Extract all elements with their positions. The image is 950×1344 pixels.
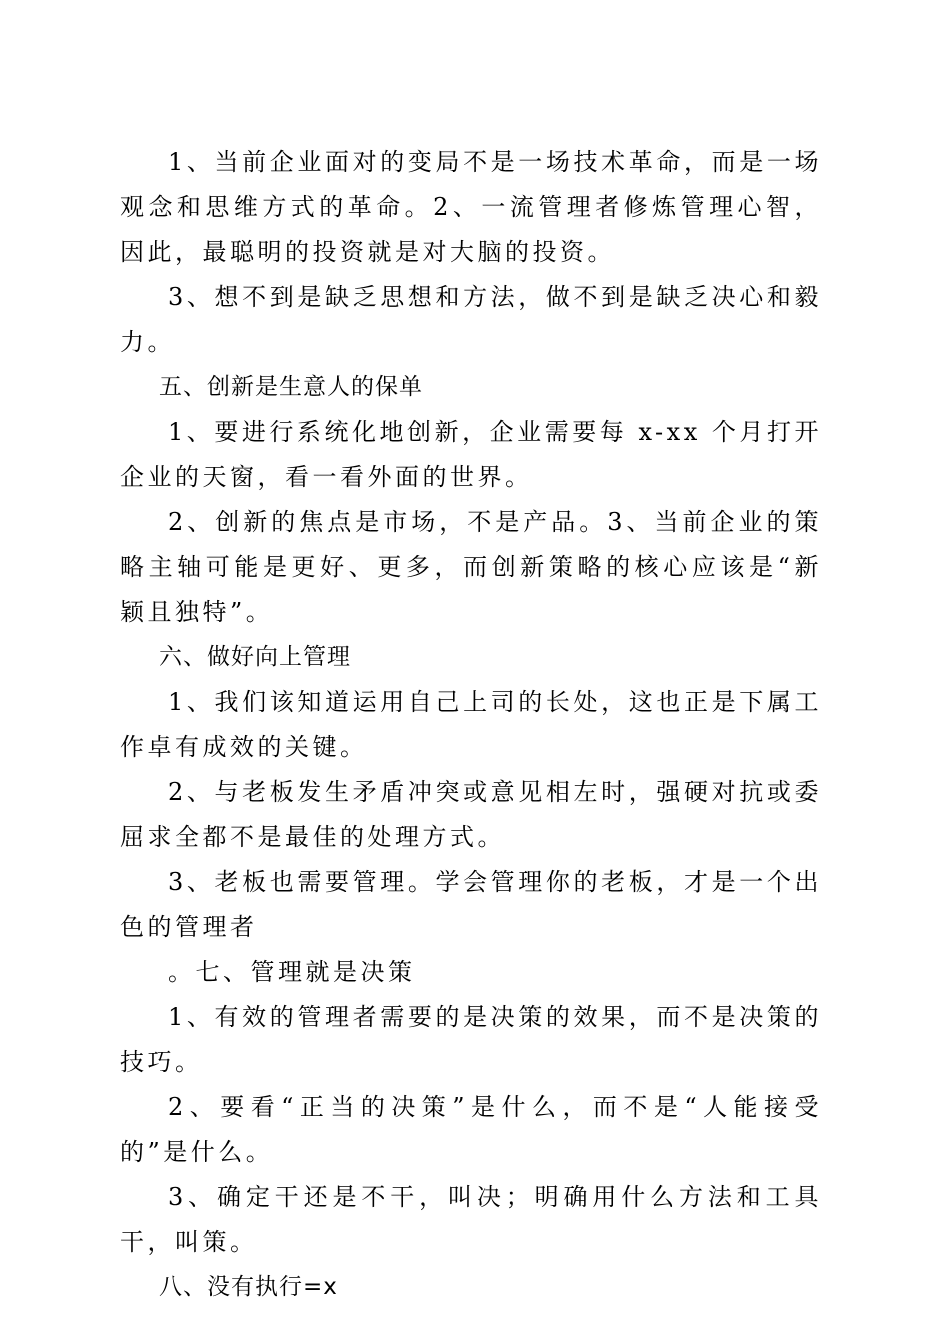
section-heading-execution: 八、没有执行=x: [159, 1274, 338, 1300]
paragraph-manage-your-boss: 3、老板也需要管理。学会管理你的老板，才是一个出色的管理者: [120, 868, 822, 941]
paragraph-boss-conflict: 2、与老板发生矛盾冲突或意见相左时，强硬对抗或委屈求全都不是最佳的处理方式。: [120, 778, 822, 851]
paragraph-innovation-focus: 2、创新的焦点是市场，不是产品。3、当前企业的策略主轴可能是更好、更多，而创新策略的核心应该是“新颖且独特”。: [120, 508, 822, 626]
paragraph-decide-and-plan: 3、确定干还是不干，叫决；明确用什么方法和工具干，叫策。: [120, 1183, 822, 1256]
section-heading-managing-up: 六、做好向上管理: [159, 644, 351, 670]
paragraph-boss-strengths: 1、我们该知道运用自己上司的长处，这也正是下属工作卓有成效的关键。: [120, 688, 822, 761]
paragraph-section-seven-title: 。七、管理就是决策: [168, 958, 416, 986]
paragraph-right-decision: 2、要看“正当的决策”是什么，而不是“人能接受的”是什么。: [120, 1093, 822, 1166]
paragraph-decision-effect: 1、有效的管理者需要的是决策的效果，而不是决策的技巧。: [120, 1003, 822, 1076]
paragraph-systematic-innovation: 1、要进行系统化地创新，企业需要每 x-xx 个月打开企业的天窗，看一看外面的世界。: [120, 418, 822, 491]
paragraph-lack-of-thought: 3、想不到是缺乏思想和方法，做不到是缺乏决心和毅力。: [120, 283, 822, 356]
document-page: [120, 140, 822, 1310]
section-heading-innovation: 五、创新是生意人的保单: [159, 374, 423, 400]
paragraph-change-of-thinking: 1、当前企业面对的变局不是一场技术革命，而是一场观念和思维方式的革命。2、一流管理者修炼管理心智，因此，最聪明的投资就是对大脑的投资。: [120, 148, 822, 266]
